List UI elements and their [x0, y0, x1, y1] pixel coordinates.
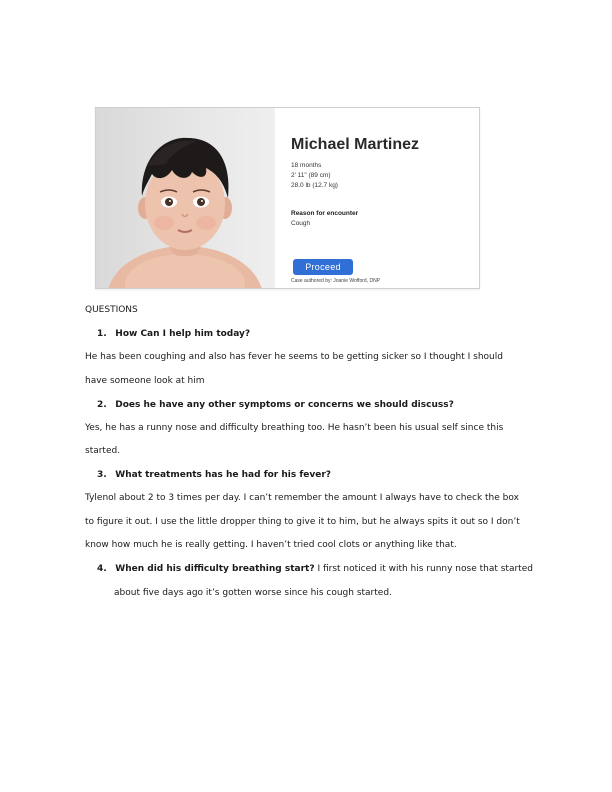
- patient-card: [95, 107, 480, 289]
- case-author: Case authored by: Joanie Wofford, DNP: [291, 278, 381, 284]
- answer-line: to figure it out. I use the little dropper thing to give it to him, but he always spits it out so I don’t: [85, 517, 520, 527]
- patient-weight: 28.0 lb (12.7 kg): [291, 182, 338, 189]
- question-number: 3.: [97, 470, 107, 480]
- question-number: 4.: [97, 564, 107, 574]
- question-text: What treatments has he had for his fever?: [115, 470, 331, 480]
- section-heading: QUESTIONS: [85, 305, 138, 315]
- reason-for-encounter-value: Cough: [291, 220, 311, 227]
- patient-height: 2' 11" (89 cm): [291, 172, 331, 179]
- question-1: [97, 329, 250, 339]
- answer-line: He has been coughing and also has fever he seems to be getting sicker so I thought I should: [85, 352, 503, 362]
- answer-line: about five days ago it’s gotten worse since his cough started.: [114, 588, 392, 598]
- toddler-portrait-image: [96, 108, 275, 288]
- question-4: [97, 564, 533, 574]
- reason-for-encounter-label: Reason for encounter: [291, 210, 359, 217]
- patient-age: 18 months: [291, 162, 322, 169]
- inline-answer: I first noticed it with his runny nose that started: [314, 564, 533, 574]
- question-3: [97, 470, 331, 480]
- question-text: How Can I help him today?: [115, 329, 251, 339]
- question-2: [97, 400, 454, 410]
- answer-line: started.: [85, 446, 121, 456]
- answer-line: know how much he is really getting. I haven’t tried cool clots or anything like that.: [85, 540, 457, 550]
- question-text: Does he have any other symptoms or concerns we should discuss?: [115, 400, 454, 410]
- question-text: When did his difficulty breathing start?: [115, 564, 315, 574]
- proceed-button[interactable]: Proceed: [293, 259, 353, 275]
- question-number: 2.: [97, 400, 107, 410]
- question-number: 1.: [97, 329, 107, 339]
- patient-info: [291, 108, 479, 288]
- answer-line: Tylenol about 2 to 3 times per day. I can’t remember the amount I always have to check the box: [85, 493, 519, 503]
- answer-line: have someone look at him: [85, 376, 205, 386]
- patient-name: Michael Martinez: [291, 136, 420, 153]
- answer-line: Yes, he has a runny nose and difficulty breathing too. He hasn’t been his usual self since this: [85, 423, 504, 433]
- patient-portrait: [96, 108, 275, 288]
